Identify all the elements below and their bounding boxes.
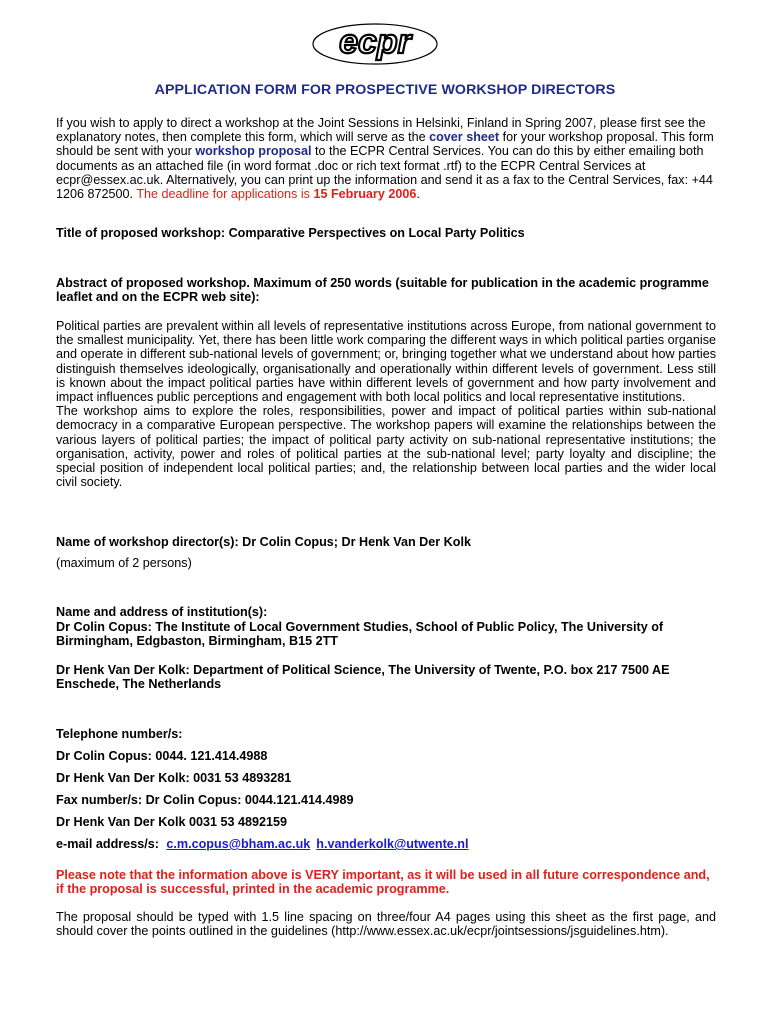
email-label: e-mail address/s:: [56, 837, 163, 851]
directors-note: (maximum of 2 persons): [56, 556, 192, 570]
logo-text: ecpr: [339, 23, 411, 61]
abstract-heading: Abstract of proposed workshop. Maximum of 250 words (suitable for publication in the academic programme leaflet and on the ECPR web site):: [56, 276, 709, 305]
footer-paragraph: The proposal should be typed with 1.5 line spacing on three/four A4 pages using this sheet as the first page, and should cover the points outlined in the guidelines (http://www.essex.ac.uk/ecpr/jointsessions/jsguidelines.htm).: [56, 910, 716, 939]
intro-text-3: to the ECPR Central Services. You can do this by either emailing both documents as an attached file (in word format .doc or rich text format .rtf) to the ECPR Central Services at ecpr@essex.ac.uk. Alternatively, you can print up the information and send it as a fax to the Central Services, fax: +44 1206 872500.: [56, 144, 713, 202]
page-title: APPLICATION FORM FOR PROSPECTIVE WORKSHOP DIRECTORS: [154, 82, 616, 98]
deadline-date: 15 February 2006: [313, 187, 417, 202]
deadline-end: .: [416, 187, 420, 202]
abstract-paragraph-1: Political parties are prevalent within all levels of representative institutions across Europe, from national government to the smallest municipality. Yet, there has been little work comparing the different ways in which political parties organise and operate in different sub-national levels of government; or, bringing together what we understand about how parties distinguish themselves ideologically, organisationally and operationally within different levels of government. Less still is known about the impact political parties have within different levels of government and how party involvement and impact influences public perceptions and engagement with both local politics and local representative institutions.: [56, 319, 716, 405]
email-link-vanderkolk[interactable]: h.vanderkolk@utwente.nl: [316, 837, 469, 851]
email-row: [56, 837, 716, 851]
directors-label: Name of workshop director(s): Dr Colin Copus; Dr Henk Van Der Kolk: [56, 535, 471, 549]
institution-copus: Dr Colin Copus: The Institute of Local Government Studies, School of Public Policy, The University of Birmingham, Edgbaston, Birmingham, B15 2TT: [56, 620, 664, 649]
deadline-text: The deadline for applications is: [136, 187, 314, 202]
telephone-vanderkolk: Dr Henk Van Der Kolk: 0031 53 4893281: [56, 771, 292, 785]
intro-text-2: for your workshop proposal. This form should be sent with your: [56, 130, 714, 159]
abstract-paragraph-2: The workshop aims to explore the roles, responsibilities, power and impact of political parties within sub-national democracy in a comparative European perspective. The workshop papers will examine the relationships between the various layers of political parties; the impact of political party activity on sub-national representative institutions; the organisation, activity, power and roles of political parties at the sub-national level; party loyalty and discipline; the special position of independent local political parties; and, the relationship between local parties and the wider local civil society.: [56, 404, 716, 490]
ecpr-logo: [310, 20, 440, 68]
intro-text-1: If you wish to apply to direct a workshop at the Joint Sessions in Helsinki, Finland in Spring 2007, please first see the explanatory notes, then complete this form, which will serve as the: [56, 116, 706, 145]
workshop-proposal-emphasis: workshop proposal: [195, 144, 312, 159]
institutions-heading: Name and address of institution(s):: [56, 605, 268, 619]
institution-vanderkolk: Dr Henk Van Der Kolk: Department of Political Science, The University of Twente, P.O. box 217 7500 AE Enschede, The Netherlands: [56, 663, 670, 692]
intro-paragraph: [56, 116, 716, 201]
email-link-copus[interactable]: c.m.copus@bham.ac.uk: [166, 837, 311, 851]
telephone-heading: Telephone number/s:: [56, 727, 183, 741]
telephone-copus: Dr Colin Copus: 0044. 121.414.4988: [56, 749, 268, 763]
workshop-title: Title of proposed workshop: Comparative Perspectives on Local Party Politics: [56, 226, 525, 240]
fax-copus: Fax number/s: Dr Colin Copus: 0044.121.414.4989: [56, 793, 354, 807]
important-notice: Please note that the information above is VERY important, as it will be used in all future correspondence and, if the proposal is successful, printed in the academic programme.: [56, 868, 710, 897]
cover-sheet-emphasis: cover sheet: [429, 130, 500, 145]
abstract-body: [56, 319, 716, 489]
fax-vanderkolk: Dr Henk Van Der Kolk 0031 53 4892159: [56, 815, 288, 829]
